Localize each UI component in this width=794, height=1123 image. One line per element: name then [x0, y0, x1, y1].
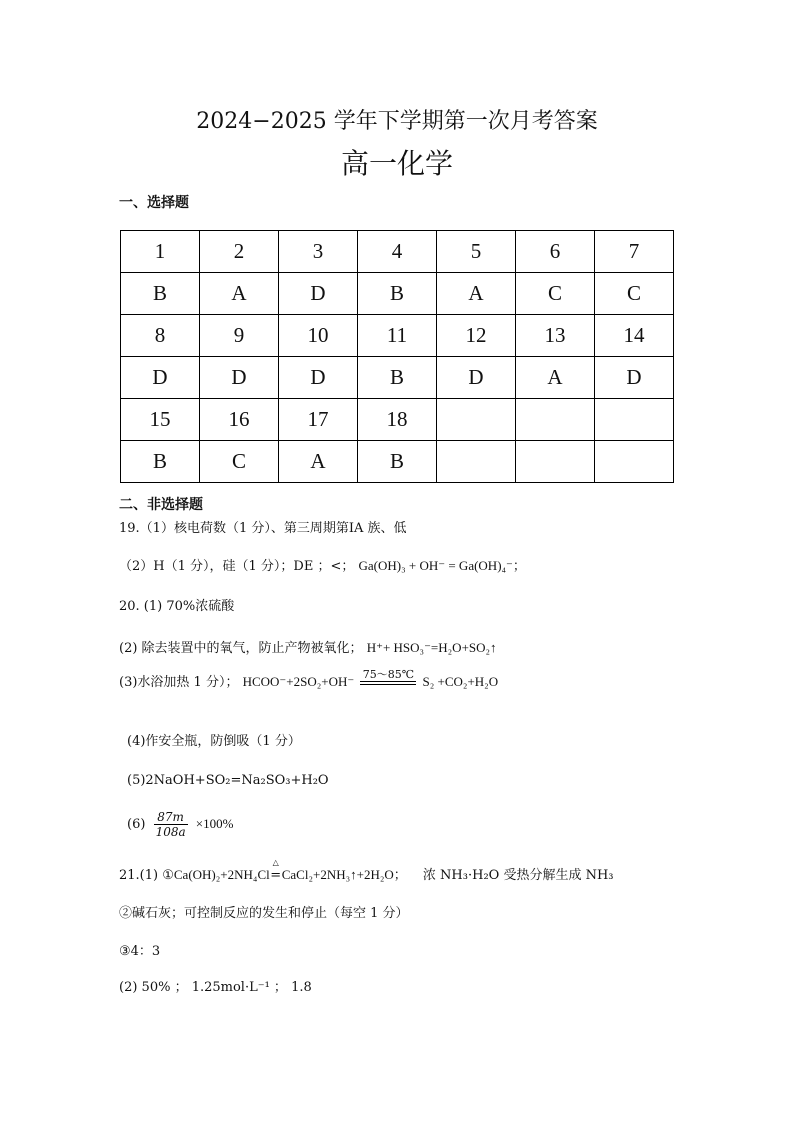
yield-fraction	[154, 810, 188, 839]
question-number-cell: 13	[516, 315, 595, 357]
q19-line1: 19.（1）核电荷数（1 分）、第三周期第IA 族、低	[119, 521, 407, 536]
answer-cell: D	[279, 357, 358, 399]
question-number-cell	[516, 399, 595, 441]
document-title: 2024−2025 学年下学期第一次月考答案	[196, 109, 598, 134]
reaction-condition-label: 75～85℃	[362, 668, 415, 681]
question-number-cell: 12	[437, 315, 516, 357]
answer-cell: D	[595, 357, 674, 399]
question-number-cell: 17	[279, 399, 358, 441]
q19-line2-text: （2）H（1 分），硅（1 分）；DE ；<；	[119, 559, 355, 574]
q20-part6	[127, 810, 233, 839]
q20-part1: 20. (1) 70%浓硫酸	[119, 599, 235, 614]
q20-part3-left: HCOO⁻+2SO₂+OH⁻	[242, 674, 355, 689]
q21-part1-right: CaCl₂+2NH₃↑+2H₂O；	[281, 867, 407, 882]
answer-row	[121, 273, 674, 315]
reaction-condition-arrow	[360, 669, 416, 690]
q20-part3	[119, 669, 498, 690]
q20-part3-text: (3)水浴加热 1 分）；	[119, 675, 239, 690]
q20-part6-label: (6)	[127, 817, 146, 832]
q20-part6-tail: ×100%	[195, 816, 234, 831]
q19-line2	[119, 555, 526, 574]
answer-cell: D	[121, 357, 200, 399]
question-number-cell	[595, 399, 674, 441]
q20-part4: (4)作安全瓶，防倒吸（1 分）	[127, 734, 301, 749]
question-number-cell	[437, 399, 516, 441]
answer-cell: C	[516, 273, 595, 315]
question-number-cell: 15	[121, 399, 200, 441]
question-number-cell: 9	[200, 315, 279, 357]
section-multiple-choice: 一、选择题	[119, 195, 189, 211]
q21-part1-tail: 浓 NH₃·H₂O 受热分解生成 NH₃	[422, 868, 614, 883]
answer-cell: B	[358, 357, 437, 399]
answer-cell: A	[200, 273, 279, 315]
question-number-row	[121, 399, 674, 441]
question-number-cell: 8	[121, 315, 200, 357]
double-line-icon	[360, 681, 416, 685]
answer-cell: C	[595, 273, 674, 315]
answer-cell: B	[121, 273, 200, 315]
answer-cell: B	[121, 441, 200, 483]
q20-part3-right: S₂ +CO₂+H₂O	[422, 674, 499, 689]
answer-cell	[595, 441, 674, 483]
answer-row	[121, 357, 674, 399]
question-number-cell: 10	[279, 315, 358, 357]
q19-line2-formula: Ga(OH)₃ + OH⁻ = Ga(OH)₄⁻；	[358, 558, 526, 573]
answer-cell	[516, 441, 595, 483]
q20-part2	[119, 637, 497, 656]
question-number-cell: 4	[358, 231, 437, 273]
question-number-cell: 5	[437, 231, 516, 273]
q21-part2: ②碱石灰；可控制反应的发生和停止（每空 1 分）	[119, 906, 409, 921]
answer-cell: A	[437, 273, 516, 315]
answer-cell: C	[200, 441, 279, 483]
question-number-cell: 7	[595, 231, 674, 273]
question-number-cell: 6	[516, 231, 595, 273]
question-number-cell: 16	[200, 399, 279, 441]
question-number-cell: 3	[279, 231, 358, 273]
answer-cell: B	[358, 273, 437, 315]
heating-sign	[270, 858, 282, 883]
answer-cell: A	[516, 357, 595, 399]
question-number-cell: 1	[121, 231, 200, 273]
answer-cell: D	[437, 357, 516, 399]
answer-row	[121, 441, 674, 483]
question-number-row	[121, 231, 674, 273]
subject-title: 高一化学	[340, 147, 453, 180]
q20-part2-text: (2) 除去装置中的氧气，防止产物被氧化；	[119, 641, 363, 656]
question-number-cell: 14	[595, 315, 674, 357]
section-free-response: 二、非选择题	[119, 497, 203, 513]
answer-cell: D	[279, 273, 358, 315]
answer-cell: A	[279, 441, 358, 483]
answer-table	[120, 230, 674, 483]
answer-cell	[437, 441, 516, 483]
question-number-cell: 18	[358, 399, 437, 441]
fraction-numerator: 87m	[154, 810, 188, 825]
question-number-cell: 2	[200, 231, 279, 273]
equals-sign: =	[270, 868, 282, 883]
fraction-denominator: 108a	[155, 825, 186, 839]
heat-triangle-icon: △	[272, 858, 279, 867]
q20-part5: (5)2NaOH+SO₂=Na₂SO₃+H₂O	[127, 773, 329, 788]
answer-cell: D	[200, 357, 279, 399]
q21-part4: (2) 50% ； 1.25mol·L⁻¹ ； 1.8	[119, 980, 312, 995]
answer-cell: B	[358, 441, 437, 483]
q20-part2-formula: H⁺+ HSO₃⁻=H₂O+SO₂↑	[366, 640, 497, 655]
q21-part3: ③4：3	[119, 944, 161, 959]
question-number-cell: 11	[358, 315, 437, 357]
q21-part1-left: Ca(OH)₂+2NH₄Cl	[173, 867, 270, 882]
question-number-row	[121, 315, 674, 357]
q21-part1-label: 21.(1) ①	[119, 868, 174, 883]
q21-part1	[119, 858, 614, 883]
